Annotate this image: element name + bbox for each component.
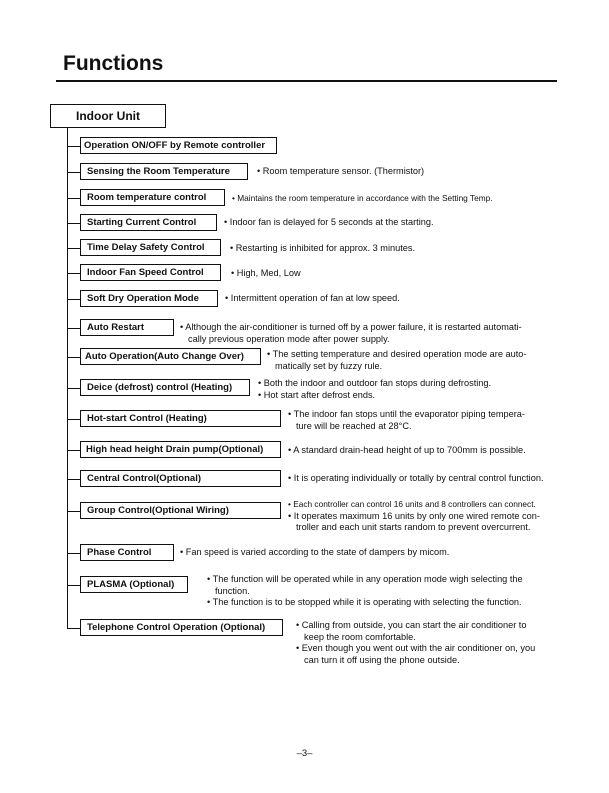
branch-line — [67, 299, 80, 300]
branch-line — [67, 585, 80, 586]
function-starting-current: Starting Current Control — [80, 214, 217, 231]
desc-starting-current: • Indoor fan is delayed for 5 seconds at the starting. — [224, 217, 434, 227]
desc-drain-pump: • A standard drain-head height of up to 700mm is possible. — [288, 445, 526, 455]
branch-line — [67, 248, 80, 249]
desc-phase-control: • Fan speed is varied according to the state of dampers by micom. — [180, 547, 450, 557]
function-telephone-control: Telephone Control Operation (Optional) — [80, 619, 283, 636]
page-title: Functions — [63, 52, 164, 75]
function-room-temp-control: Room temperature control — [80, 189, 225, 206]
branch-line — [67, 628, 80, 629]
desc-auto-restart: • Although the air-conditioner is turned off by a power failure, it is restarted automati- cally previous operation mode after power supply. — [180, 322, 522, 344]
branch-line — [67, 357, 80, 358]
desc-auto-operation: • The setting temperature and desired operation mode are auto- matically set by fuzzy rule. — [267, 349, 527, 371]
branch-line — [67, 553, 80, 554]
desc-time-delay-safety: • Restarting is inhibited for approx. 3 minutes. — [230, 243, 416, 253]
desc-telephone-control: • Calling from outside, you can start the air conditioner to keep the room comfortable. • Even though you went out with the air conditioner on, you can turn it off using the phone outside. — [296, 620, 536, 665]
branch-line — [67, 146, 80, 147]
function-hot-start: Hot-start Control (Heating) — [80, 410, 281, 427]
function-plasma: PLASMA (Optional) — [80, 576, 188, 593]
function-auto-restart: Auto Restart — [80, 319, 174, 336]
function-auto-operation: Auto Operation(Auto Change Over) — [80, 348, 261, 365]
branch-line — [67, 450, 80, 451]
branch-line — [67, 479, 80, 480]
branch-line — [67, 273, 80, 274]
page-number: –3– — [296, 748, 313, 759]
desc-soft-dry: • Intermittent operation of fan at low speed. — [225, 293, 400, 303]
function-indoor-fan-speed: Indoor Fan Speed Control — [80, 264, 221, 281]
desc-deice-control: • Both the indoor and outdoor fan stops during defrosting. • Hot start after defrost ends. — [258, 378, 492, 400]
branch-line — [67, 419, 80, 420]
desc-sensing-room-temp: • Room temperature sensor. (Thermistor) — [257, 166, 425, 176]
branch-line — [67, 223, 80, 224]
branch-line — [67, 172, 80, 173]
desc-indoor-fan-speed: • High, Med, Low — [231, 268, 301, 278]
function-sensing-room-temp: Sensing the Room Temperature — [80, 163, 248, 180]
desc-central-control: • It is operating individually or totally by central control function. — [288, 473, 544, 483]
branch-line — [67, 511, 80, 512]
desc-group-control: • Each controller can control 16 units and 8 controllers can connect. • It operates maximum 16 units by only one wired remote con- troller and each unit starts random to prevent overcurrent. — [288, 499, 540, 532]
branch-line — [67, 328, 80, 329]
function-deice-control: Deice (defrost) control (Heating) — [80, 379, 250, 396]
desc-hot-start: • The indoor fan stops until the evaporator piping tempera- ture will be reached at 28°C. — [288, 409, 525, 431]
function-central-control: Central Control(Optional) — [80, 470, 281, 487]
function-group-control: Group Control(Optional Wiring) — [80, 502, 281, 519]
function-operation-onoff: Operation ON/OFF by Remote controller — [80, 137, 277, 154]
function-phase-control: Phase Control — [80, 544, 174, 561]
function-time-delay-safety: Time Delay Safety Control — [80, 239, 221, 256]
title-rule — [56, 80, 557, 82]
desc-room-temp-control: • Maintains the room temperature in accordance with the Setting Temp. — [232, 193, 493, 203]
branch-line — [67, 198, 80, 199]
function-drain-pump: High head height Drain pump(Optional) — [80, 441, 281, 458]
desc-plasma: • The function will be operated while in any operation mode wigh selecting the function. • The function is to be stopped while it is operating with selecting the function. — [207, 574, 523, 607]
branch-line — [67, 388, 80, 389]
indoor-unit-box: Indoor Unit — [50, 104, 166, 128]
function-soft-dry: Soft Dry Operation Mode — [80, 290, 218, 307]
